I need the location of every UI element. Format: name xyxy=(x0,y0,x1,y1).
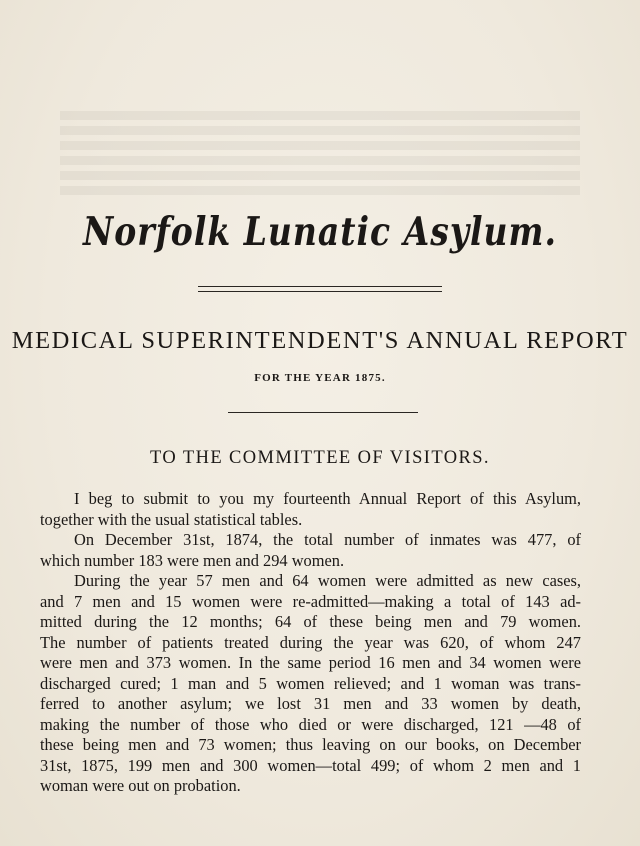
institution-heading: Norfolk Lunatic Asylum. xyxy=(83,208,557,255)
body-line: which number 183 were men and 294 women. xyxy=(40,550,345,570)
body-line: making the number of those who died or were discharged, 121 —48 of xyxy=(40,714,581,734)
body-line: The number of patients treated during the year was 620, of whom 247 xyxy=(40,632,581,652)
body-line: were men and 373 women. In the same period 16 men and 34 women were xyxy=(40,653,581,672)
rule-divider xyxy=(228,412,418,413)
report-body xyxy=(40,489,581,797)
report-year: FOR THE YEAR 1875. xyxy=(254,372,386,384)
body-line: mitted during the 12 months; 64 of these being men and 79 women. xyxy=(40,612,581,631)
body-line: together with the usual statistical tables. xyxy=(40,509,303,529)
body-line: During the year 57 men and 64 women were admitted as new cases, xyxy=(74,571,581,590)
body-line: On December 31st, 1874, the total number of inmates was 477, of xyxy=(74,530,581,549)
body-line: 31st, 1875, 199 men and 300 women—total 499; of whom 2 men and 1 xyxy=(40,755,581,775)
report-title: MEDICAL SUPERINTENDENT'S ANNUAL REPORT xyxy=(11,327,629,354)
double-rule-divider xyxy=(198,286,442,292)
body-line: ferred to another asylum; we lost 31 men and 33 women by death, xyxy=(40,694,581,713)
body-line: discharged cured; 1 man and 5 women relieved; and 1 woman was trans- xyxy=(40,673,581,693)
body-line: these being men and 73 women; thus leaving on our books, on December xyxy=(40,735,581,754)
show-through-text xyxy=(60,105,580,225)
addressee-heading: TO THE COMMITTEE OF VISITORS. xyxy=(150,448,490,468)
body-line: woman were out on probation. xyxy=(40,776,241,795)
body-line: I beg to submit to you my fourteenth Annual Report of this Asylum, xyxy=(74,489,581,508)
body-line: and 7 men and 15 women were re-admitted—making a total of 143 ad- xyxy=(40,591,581,611)
